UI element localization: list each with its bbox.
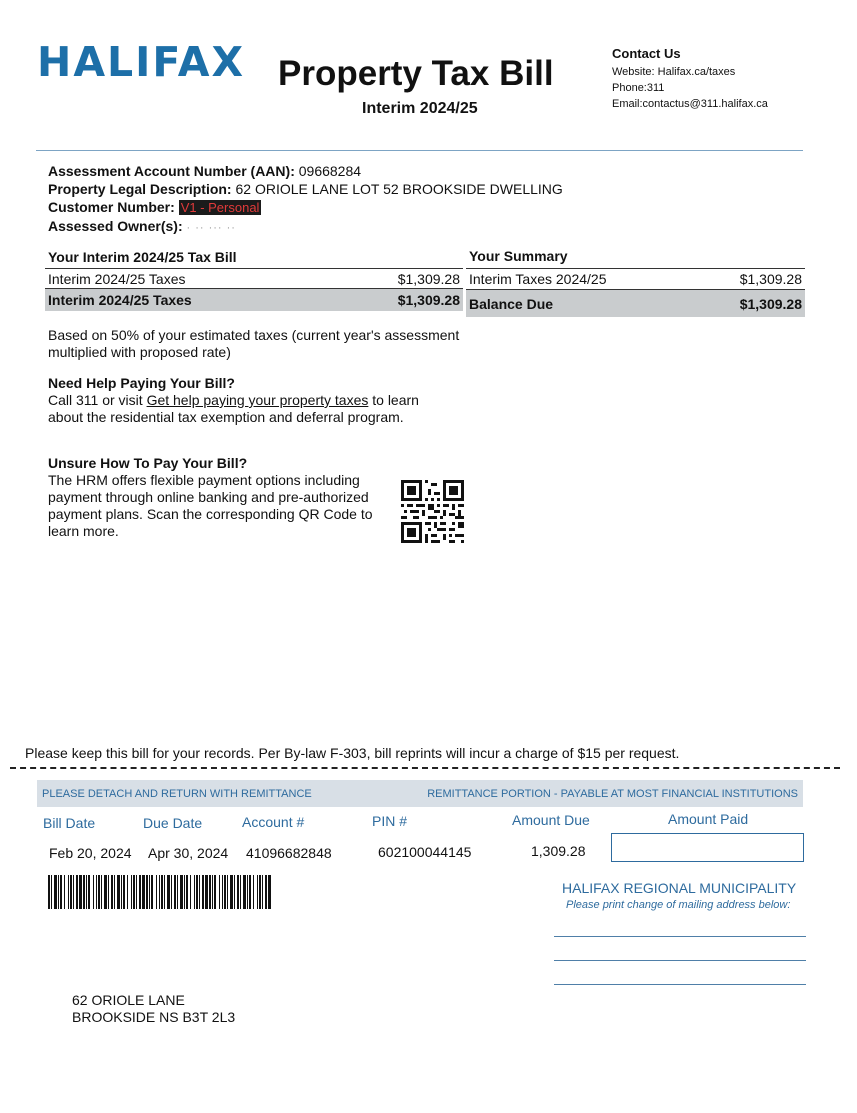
document-title: Property Tax Bill [278, 54, 554, 93]
address-change-note: Please print change of mailing address below: [566, 899, 791, 911]
contact-heading: Contact Us [612, 46, 681, 61]
bill-date-value: Feb 20, 2024 [49, 845, 132, 861]
bill-date-header: Bill Date [43, 815, 96, 831]
account-info [48, 162, 563, 237]
customer-number-value: V1 - Personal [180, 200, 260, 215]
legal-description-label: Property Legal Description: [48, 181, 232, 197]
payment-qr-code[interactable] [401, 480, 464, 543]
summary-row-label: Interim Taxes 2024/25 [469, 271, 607, 287]
address-change-line[interactable] [554, 936, 806, 937]
balance-due-label: Balance Due [469, 295, 554, 312]
summary-heading: Your Summary [469, 248, 568, 264]
aan-value: 09668284 [298, 163, 362, 179]
pay-text: The HRM offers flexible payment options including payment through online banking and pre-authorized payment plans. Scan the corresponding QR Code to learn more. [48, 472, 373, 539]
tax-bill-row-label: Interim 2024/25 Taxes [48, 270, 186, 287]
contact-email: Email:contactus@311.halifax.ca [612, 98, 768, 110]
mailing-address-line2: BROOKSIDE NS B3T 2L3 [72, 1009, 236, 1025]
help-text-pre: Call 311 or visit [48, 392, 147, 408]
help-text-post: to learn about the residential tax exemption and deferral program. [48, 392, 419, 425]
remittance-band-right: REMITTANCE PORTION - PAYABLE AT MOST FINANCIAL INSTITUTIONS [427, 787, 798, 800]
halifax-logo: HALIFAX [37, 38, 246, 86]
amount-due-header: Amount Due [512, 812, 590, 828]
pin-header: PIN # [372, 813, 408, 829]
tax-bill-row-amount: $1,309.28 [397, 270, 460, 287]
contact-phone: Phone:311 [612, 82, 665, 94]
document-subtitle: Interim 2024/25 [362, 100, 478, 117]
help-section [48, 375, 448, 426]
assessed-owner-label: Assessed Owner(s): [48, 218, 183, 234]
mailing-address-line1: 62 ORIOLE LANE [72, 992, 185, 1008]
municipality-name: HALIFAX REGIONAL MUNICIPALITY [562, 880, 797, 896]
tax-bill-heading: Your Interim 2024/25 Tax Bill [48, 249, 237, 265]
due-date-header: Due Date [143, 815, 203, 831]
address-change-line[interactable] [554, 960, 806, 961]
customer-number-label: Customer Number: [48, 199, 175, 215]
summary-row-amount: $1,309.28 [739, 271, 802, 287]
contact-block [612, 46, 768, 112]
remittance-band-left: PLEASE DETACH AND RETURN WITH REMITTANCE [42, 787, 312, 800]
address-change-line[interactable] [554, 984, 806, 985]
detach-line [10, 767, 840, 769]
remittance-band [37, 780, 803, 807]
mailing-address [72, 992, 235, 1026]
contact-website: Website: Halifax.ca/taxes [612, 66, 736, 78]
balance-due-amount: $1,309.28 [739, 295, 802, 312]
aan-label: Assessment Account Number (AAN): [48, 163, 295, 179]
pin-value: 602100044145 [378, 844, 472, 860]
account-number-header: Account # [242, 814, 305, 830]
help-link[interactable]: Get help paying your property taxes [146, 392, 369, 408]
help-heading: Need Help Paying Your Bill? [48, 375, 235, 391]
keep-bill-notice: Please keep this bill for your records. Per By-law F-303, bill reprints will incur a charge of $15 per request. [25, 745, 680, 761]
pay-heading: Unsure How To Pay Your Bill? [48, 455, 248, 471]
amount-paid-field[interactable] [611, 833, 804, 862]
account-number-value: 41096682848 [246, 845, 332, 861]
balance-due-row [466, 290, 805, 317]
assessed-owner-value: · ·· ··· ·· [186, 222, 236, 234]
pay-section [48, 455, 388, 540]
amount-paid-header: Amount Paid [668, 811, 749, 827]
amount-due-value: 1,309.28 [531, 843, 586, 859]
summary-row [466, 268, 805, 290]
tax-basis-note: Based on 50% of your estimated taxes (current year's assessment multiplied with proposed rate) [48, 327, 460, 360]
header-divider [36, 150, 803, 151]
tax-bill-row [45, 268, 463, 289]
due-date-value: Apr 30, 2024 [148, 845, 229, 861]
tax-bill-total-amount: $1,309.28 [397, 292, 460, 308]
legal-description-value: 62 ORIOLE LANE LOT 52 BROOKSIDE DWELLING [235, 181, 563, 197]
tax-bill-total-label: Interim 2024/25 Taxes [48, 292, 192, 308]
tax-bill-total-row [45, 289, 463, 311]
remittance-barcode [48, 875, 271, 909]
